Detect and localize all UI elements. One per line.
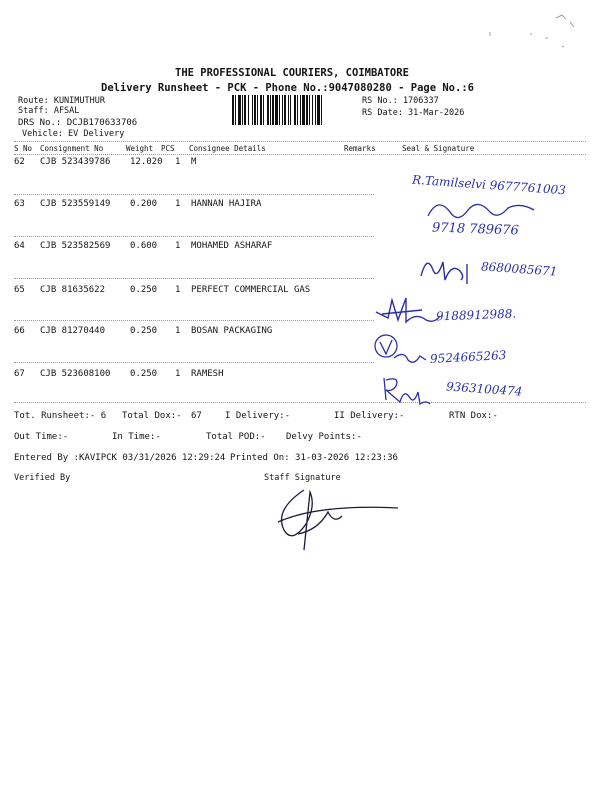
- row-rule: [14, 194, 374, 195]
- signature-scribble: [380, 372, 440, 408]
- scan-marks: [470, 10, 580, 50]
- scan-speck: [545, 38, 564, 47]
- barcode-bar: [312, 95, 313, 125]
- barcode-bar: [300, 95, 301, 125]
- barcode-bar: [294, 95, 296, 125]
- row-rule: [14, 236, 374, 237]
- row-sno: 67: [14, 369, 25, 379]
- row-rule: [14, 362, 374, 363]
- barcode: [232, 95, 356, 125]
- barcode-bar: [309, 95, 310, 125]
- row-pcs: 1: [175, 199, 181, 209]
- handwritten-signature-64: [415, 250, 595, 286]
- staff-signature: [268, 482, 408, 552]
- col-header-remarks: Remarks: [344, 144, 376, 153]
- barcode-bar: [297, 95, 298, 125]
- row-pcs: 1: [175, 369, 181, 379]
- handwritten-note-3: 8680085671: [480, 259, 558, 279]
- row-consignment: CJB 523582569: [40, 241, 111, 251]
- col-header-consignee: Consignee Details: [189, 144, 266, 153]
- row-pcs: 1: [175, 326, 181, 336]
- company-name: THE PROFESSIONAL COURIERS, COIMBATORE: [175, 67, 409, 79]
- handwritten-note-6: 9363100474: [445, 379, 523, 399]
- row-pcs: 1: [175, 157, 181, 167]
- ink-stroke: [384, 378, 430, 404]
- header-rule-top: [14, 141, 586, 142]
- row-consignee: BOSAN PACKAGING: [191, 326, 273, 336]
- barcode-bar: [244, 95, 246, 125]
- ink-stroke: [428, 204, 534, 217]
- handwritten-note-5: 9524665263: [429, 348, 507, 366]
- handwritten-signature-67: [380, 372, 580, 408]
- staff-signature-label: Staff Signature: [264, 473, 341, 483]
- barcode-bar: [267, 95, 269, 125]
- row-consignee: RAMESH: [191, 369, 224, 379]
- barcode-bar: [302, 95, 305, 125]
- row-sno: 66: [14, 326, 25, 336]
- total-dox-value: 67: [191, 411, 202, 421]
- printed-on: Printed On: 31-03-2026 12:23:36: [230, 453, 398, 463]
- row-sno: 63: [14, 199, 25, 209]
- barcode-bar: [232, 95, 234, 125]
- barcode-bar: [306, 95, 308, 125]
- delvy-points: Delvy Points:-: [286, 432, 362, 442]
- signature-scribble: [268, 482, 408, 552]
- row-weight: 0.200: [130, 199, 158, 209]
- barcode-bar: [252, 95, 253, 125]
- barcode-bar: [254, 95, 256, 125]
- handwritten-signature-66: [372, 332, 572, 374]
- barcode-bar: [279, 95, 280, 125]
- ink-stroke: [421, 262, 467, 284]
- row-weight: 0.250: [130, 326, 158, 336]
- ink-stroke: [380, 340, 426, 362]
- row-weight: 0.250: [130, 369, 158, 379]
- signature-scribble: [372, 292, 442, 332]
- total-pod: Total POD:-: [206, 432, 266, 442]
- handwritten-note-4: 9188912988.: [435, 306, 517, 324]
- row-weight: 0.600: [130, 241, 158, 251]
- staff-label: Staff: AFSAL: [18, 106, 80, 116]
- scan-speck: [556, 15, 566, 19]
- barcode-bar: [260, 95, 262, 125]
- signature-scribble: [372, 332, 436, 374]
- drs-number: DRS No.: DCJB170633706: [18, 118, 138, 128]
- signature-scribble: [415, 250, 485, 286]
- barcode-bar: [282, 95, 283, 125]
- verified-by: Verified By: [14, 473, 71, 483]
- rs-date: RS Date: 31-Mar-2026: [362, 108, 465, 118]
- barcode-bar: [321, 95, 322, 125]
- col-header-consignment: Consignment No: [40, 144, 104, 153]
- i-delivery: I Delivery:-: [225, 411, 291, 421]
- col-header-pcs: PCS: [161, 144, 175, 153]
- ink-stroke: [376, 298, 440, 322]
- entered-by: Entered By :KAVIPCK 03/31/2026 12:29:24: [14, 453, 226, 463]
- barcode-bar: [288, 95, 289, 125]
- barcode-bar: [272, 95, 274, 125]
- barcode-bar: [270, 95, 271, 125]
- row-consignee: PERFECT COMMERCIAL GAS: [191, 285, 311, 295]
- row-weight: 12.020: [130, 157, 163, 167]
- row-weight: 0.250: [130, 285, 158, 295]
- row-rule: [14, 320, 374, 321]
- ii-delivery: II Delivery:-: [334, 411, 405, 421]
- barcode-bar: [284, 95, 286, 125]
- col-header-weight: Weight: [126, 144, 154, 153]
- in-time: In Time:-: [112, 432, 161, 442]
- scan-speck: [570, 22, 574, 27]
- col-header-seal: Seal & Signature: [402, 144, 475, 153]
- handwritten-signature-63: [408, 172, 598, 246]
- col-header-sno: S No: [14, 144, 33, 153]
- runsheet-subtitle: Delivery Runsheet - PCK - Phone No.:9047080280 - Page No.:6: [101, 82, 474, 94]
- handwritten-note-1: R.Tamilselvi 9677761003: [411, 172, 567, 198]
- row-consignment: CJB 81635622: [40, 285, 106, 295]
- barcode-bar: [257, 95, 258, 125]
- barcode-bar: [238, 95, 241, 125]
- vehicle-label: Vehicle: EV Delivery: [22, 129, 125, 139]
- total-dox-label: Total Dox:-: [122, 411, 182, 421]
- row-pcs: 1: [175, 285, 181, 295]
- total-runsheet: Tot. Runsheet:- 6: [14, 411, 107, 421]
- row-consignment: CJB 523559149: [40, 199, 111, 209]
- barcode-bar: [290, 95, 291, 125]
- row-rule: [14, 278, 374, 279]
- row-consignment: CJB 523608100: [40, 369, 111, 379]
- barcode-bar: [242, 95, 243, 125]
- row-consignment: CJB 81270440: [40, 326, 106, 336]
- barcode-bar: [317, 95, 320, 125]
- ink-stroke: [278, 490, 398, 550]
- barcode-bar: [235, 95, 236, 125]
- row-consignee: MOHAMED ASHARAF: [191, 241, 273, 251]
- barcode-bar: [275, 95, 278, 125]
- route-label: Route: KUNIMUTHUR: [18, 96, 105, 106]
- scan-speck-svg: [470, 10, 580, 50]
- barcode-bar: [248, 95, 249, 125]
- row-sno: 64: [14, 241, 25, 251]
- handwritten-signature-65: [372, 292, 572, 332]
- row-consignment: CJB 523439786: [40, 157, 111, 167]
- barcode-bar: [315, 95, 316, 125]
- barcode-bar: [263, 95, 264, 125]
- out-time: Out Time:-: [14, 432, 69, 442]
- row-consignee: HANNAN HAJIRA: [191, 199, 262, 209]
- row-sno: 65: [14, 285, 25, 295]
- row-consignee: M: [191, 157, 197, 167]
- row-sno: 62: [14, 157, 25, 167]
- row-pcs: 1: [175, 241, 181, 251]
- handwritten-note-2: 9718 789676: [431, 220, 520, 239]
- header-rule-bottom: [14, 154, 586, 155]
- rs-number: RS No.: 1706337: [362, 96, 439, 106]
- rtn-dox: RTN Dox:-: [449, 411, 498, 421]
